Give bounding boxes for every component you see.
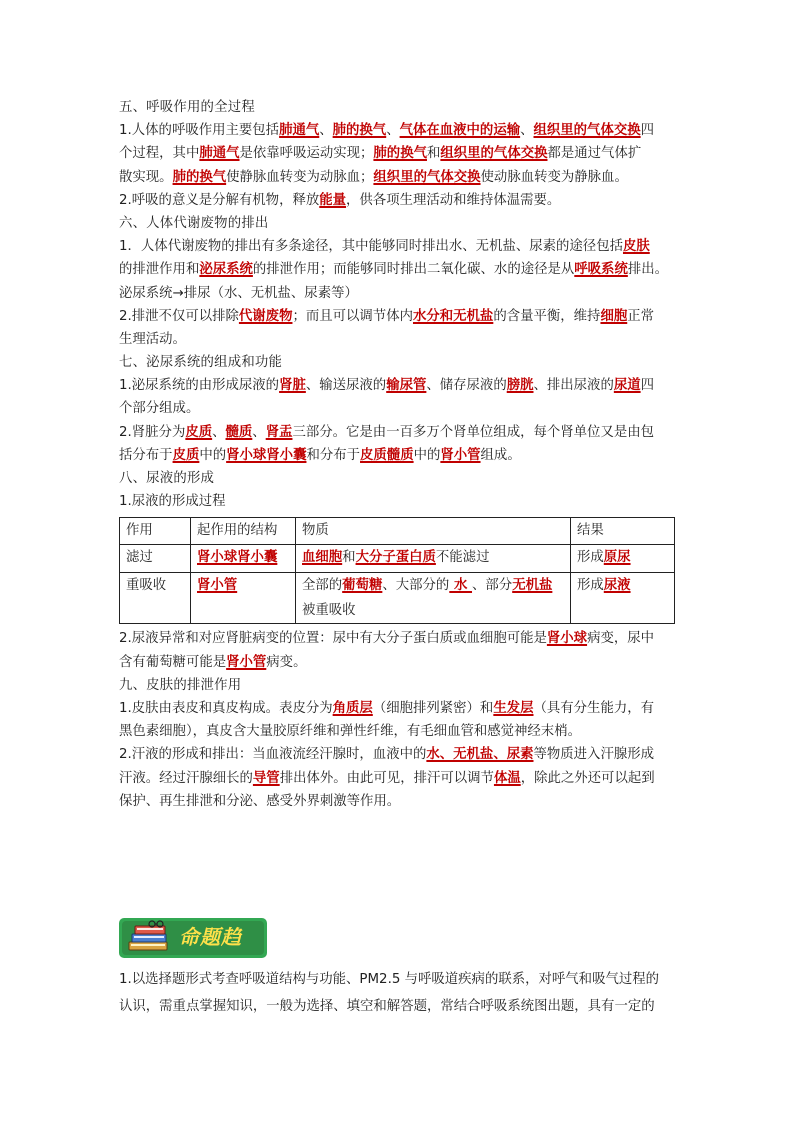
- text: 、输送尿液的: [305, 378, 387, 394]
- text: 和分布于: [306, 447, 361, 463]
- s5-paragraph-2: [119, 142, 675, 165]
- keyword: 皮质: [172, 447, 200, 463]
- section-8-title: 八、尿液的形成: [119, 471, 215, 486]
- section-5-title: 五、呼吸作用的全过程: [119, 100, 255, 115]
- s9-paragraph-2: 黑色素细胞），真皮含大量胶原纤维和弹性纤维，有毛细血管和感觉神经末梢。: [119, 724, 581, 740]
- keyword: 无机盐: [512, 578, 553, 594]
- table-cell: [296, 545, 571, 573]
- trend-line-2: 认识，需重点掌握知识，一般为选择、填空和解答题，常结合呼吸系统图出题，具有一定的: [119, 999, 655, 1014]
- text: 排出。: [627, 262, 669, 278]
- text: 含有葡萄糖可能是: [119, 654, 227, 670]
- text: 、: [212, 424, 226, 440]
- text: 不能滤过: [435, 550, 490, 566]
- keyword: 组织里的气体交换: [440, 146, 548, 162]
- text: 被重吸收: [302, 603, 356, 619]
- s7-paragraph-1: [119, 374, 675, 397]
- badge-label: 命题趋: [179, 925, 242, 949]
- text: 、: [319, 123, 333, 139]
- text: 1．人体代谢废物的排出有多条途径，其中能够同时排出水、无机盐、尿素的途径包括: [119, 239, 623, 255]
- text: 中的: [199, 447, 227, 463]
- text: 病变，尿中: [587, 631, 655, 647]
- table-header-cell: 结果: [571, 518, 675, 545]
- keyword: 肾盂: [265, 424, 293, 440]
- text: 使静脉血转变为动脉血；: [226, 169, 374, 185]
- keyword: 泌尿系统: [199, 262, 253, 278]
- keyword: 组织里的气体交换: [373, 169, 481, 185]
- text: 的含量平衡，维持: [493, 308, 601, 324]
- keyword: 肾小球: [546, 631, 588, 647]
- text: 、部分: [472, 578, 513, 594]
- keyword: 肺的换气: [172, 169, 227, 185]
- keyword: 组织里的气体交换: [533, 123, 641, 139]
- trend-line-1: 1.以选择题形式考查呼吸道结构与功能、PM2.5 与呼吸道疾病的联系，对呼气和吸气过程的: [119, 972, 660, 987]
- keyword: 尿液: [603, 578, 631, 594]
- s7-paragraph-2: 个部分组成。: [119, 401, 200, 417]
- text: 1.皮肤由表皮和真皮构成。表皮分为: [119, 700, 333, 716]
- table-cell: [296, 573, 571, 624]
- keyword: 肾小球肾小囊: [197, 550, 278, 566]
- text: ，供各项生理活动和维持体温需要。: [346, 192, 561, 208]
- text: （具有分生能力，有: [533, 700, 655, 716]
- keyword: 气体在血液中的运输: [399, 123, 521, 139]
- keyword: 血细胞: [302, 550, 343, 566]
- keyword: 能量: [319, 192, 347, 208]
- keyword: 肾小球肾小囊: [226, 447, 307, 463]
- text: 四: [640, 123, 655, 139]
- keyword: 呼吸系统: [574, 262, 628, 278]
- text: 2.呼吸的意义是分解有机物，释放: [119, 192, 320, 208]
- keyword: 水分和无机盐: [412, 308, 494, 324]
- s8-subtitle: 1.尿液的形成过程: [119, 494, 226, 510]
- s7-paragraph-4: [119, 444, 675, 467]
- table-cell: [571, 545, 675, 573]
- keyword: 葡萄糖: [342, 578, 383, 594]
- text: 使动脉血转变为静脉血。: [480, 169, 628, 185]
- text: 2.肾脏分为: [119, 424, 186, 440]
- keyword: 生发层: [493, 700, 534, 716]
- s8-paragraph-2: [119, 627, 675, 650]
- text: 、: [252, 424, 266, 440]
- s7-paragraph-3: [119, 421, 675, 444]
- s6-paragraph-3: 泌尿系统→排尿（水、无机盐、尿素等）: [119, 285, 358, 301]
- text: ，除此之外还可以起到: [520, 770, 655, 786]
- s6-paragraph-2: [119, 258, 675, 281]
- s5-paragraph-3: [119, 166, 675, 189]
- text: 和: [342, 550, 356, 566]
- s9-paragraph-3: [119, 743, 675, 766]
- text: 、排出尿液的: [533, 378, 614, 394]
- keyword: 原尿: [603, 550, 631, 566]
- document-body: [119, 96, 675, 813]
- text: 、: [520, 123, 534, 139]
- text: 的排泄作用和: [119, 262, 200, 278]
- table-row: [120, 573, 675, 624]
- s9-paragraph-1: [119, 697, 675, 720]
- text: 中的: [413, 447, 441, 463]
- keyword: 皮肤: [622, 239, 650, 255]
- keyword: 肺的换气: [332, 123, 387, 139]
- keyword: 导管: [252, 770, 280, 786]
- table-header-cell: 作用: [120, 518, 191, 545]
- keyword: 水: [449, 578, 473, 594]
- text: 三部分。它是由一百多万个肾单位组成，每个肾单位又是由包: [292, 424, 655, 440]
- text: 是依靠呼吸运动实现；: [239, 146, 374, 162]
- table-header-cell: 物质: [296, 518, 571, 545]
- text: 2.汗液的形成和排出：当血液流经汗腺时，血液中的: [119, 747, 427, 763]
- table-cell: 滤过: [120, 545, 191, 573]
- keyword: 膀胱: [506, 378, 534, 394]
- s5-paragraph-4: [119, 189, 675, 212]
- text: 正常: [627, 308, 655, 324]
- keyword: 肺的换气: [373, 146, 427, 162]
- text: ；而且可以调节体内: [292, 308, 413, 324]
- text: 2.尿液异常和对应肾脏病变的位置：尿中有大分子蛋白质或血细胞可能是: [119, 631, 547, 647]
- text: 组成。: [480, 447, 521, 463]
- keyword: 代谢废物: [238, 308, 293, 324]
- table-row: [120, 545, 675, 573]
- s9-paragraph-4: [119, 767, 675, 790]
- text: 汗液。经过汗腺细长的: [119, 770, 253, 786]
- s5-paragraph-1: [119, 119, 675, 142]
- keyword: 肾小管: [440, 447, 481, 463]
- table-cell: [191, 573, 296, 624]
- text: 等物质进入汗腺形成: [533, 747, 655, 763]
- section-7-title: 七、泌尿系统的组成和功能: [119, 355, 283, 371]
- text: 散实现。: [119, 169, 173, 185]
- text: 1.泌尿系统的由形成尿液的: [119, 378, 280, 394]
- table-header-row: [120, 518, 675, 545]
- s8-paragraph-3: [119, 651, 675, 674]
- keyword: 角质层: [332, 700, 373, 716]
- table-cell: 重吸收: [120, 573, 191, 624]
- text: 的排泄作用；而能够同时排出二氧化碳、水的途径是从: [252, 262, 575, 278]
- keyword: 皮质: [185, 424, 213, 440]
- section-6-title: 六、人体代谢废物的排出: [119, 215, 269, 231]
- text: 形成: [577, 550, 604, 566]
- text: 2.排泄不仅可以排除: [119, 308, 239, 324]
- text: 、大部分的: [382, 578, 450, 594]
- keyword: 肺通气: [279, 123, 320, 139]
- text: 排出体外。由此可见，排汗可以调节: [279, 770, 494, 786]
- keyword: 皮质髓质: [360, 447, 414, 463]
- table-cell: [191, 545, 296, 573]
- keyword: 输尿管: [386, 378, 427, 394]
- text: 和: [426, 146, 441, 162]
- text: 全部的: [302, 578, 343, 594]
- keyword: 髓质: [225, 424, 253, 440]
- section-9-title: 九、皮肤的排泄作用: [119, 677, 242, 693]
- text: 四: [640, 378, 655, 394]
- text: 病变。: [266, 654, 307, 670]
- keyword: 水、无机盐、尿素: [426, 747, 534, 763]
- keyword: 肾小管: [226, 654, 267, 670]
- urine-formation-table: [119, 517, 675, 624]
- text: 括分布于: [119, 447, 173, 463]
- text: 、储存尿液的: [426, 378, 507, 394]
- text: 都是通过气体扩: [547, 146, 642, 162]
- s6-paragraph-1: [119, 235, 675, 258]
- proposition-trend-badge: [119, 918, 267, 958]
- keyword: 细胞: [600, 308, 628, 324]
- text: 、: [386, 123, 400, 139]
- table-header-cell: 起作用的结构: [191, 518, 296, 545]
- text: 个过程，其中: [119, 146, 200, 162]
- keyword: 体温: [493, 770, 521, 786]
- text: 形成: [577, 578, 604, 594]
- s6-paragraph-4: [119, 305, 675, 328]
- keyword: 肺通气: [199, 146, 240, 162]
- trend-paragraph: [119, 966, 675, 1020]
- s6-paragraph-5: 生理活动。: [119, 331, 186, 347]
- keyword: 肾小管: [197, 578, 238, 594]
- keyword: 尿道: [613, 378, 641, 394]
- books-icon: [125, 920, 173, 954]
- s9-paragraph-5: 保护、再生排泄和分泌、感受外界刺激等作用。: [119, 793, 401, 809]
- keyword: 大分子蛋白质: [355, 550, 436, 566]
- table-cell: [571, 573, 675, 624]
- keyword: 肾脏: [279, 378, 306, 394]
- text: （细胞排列紧密）和: [372, 700, 494, 716]
- text: 1.人体的呼吸作用主要包括: [119, 123, 280, 139]
